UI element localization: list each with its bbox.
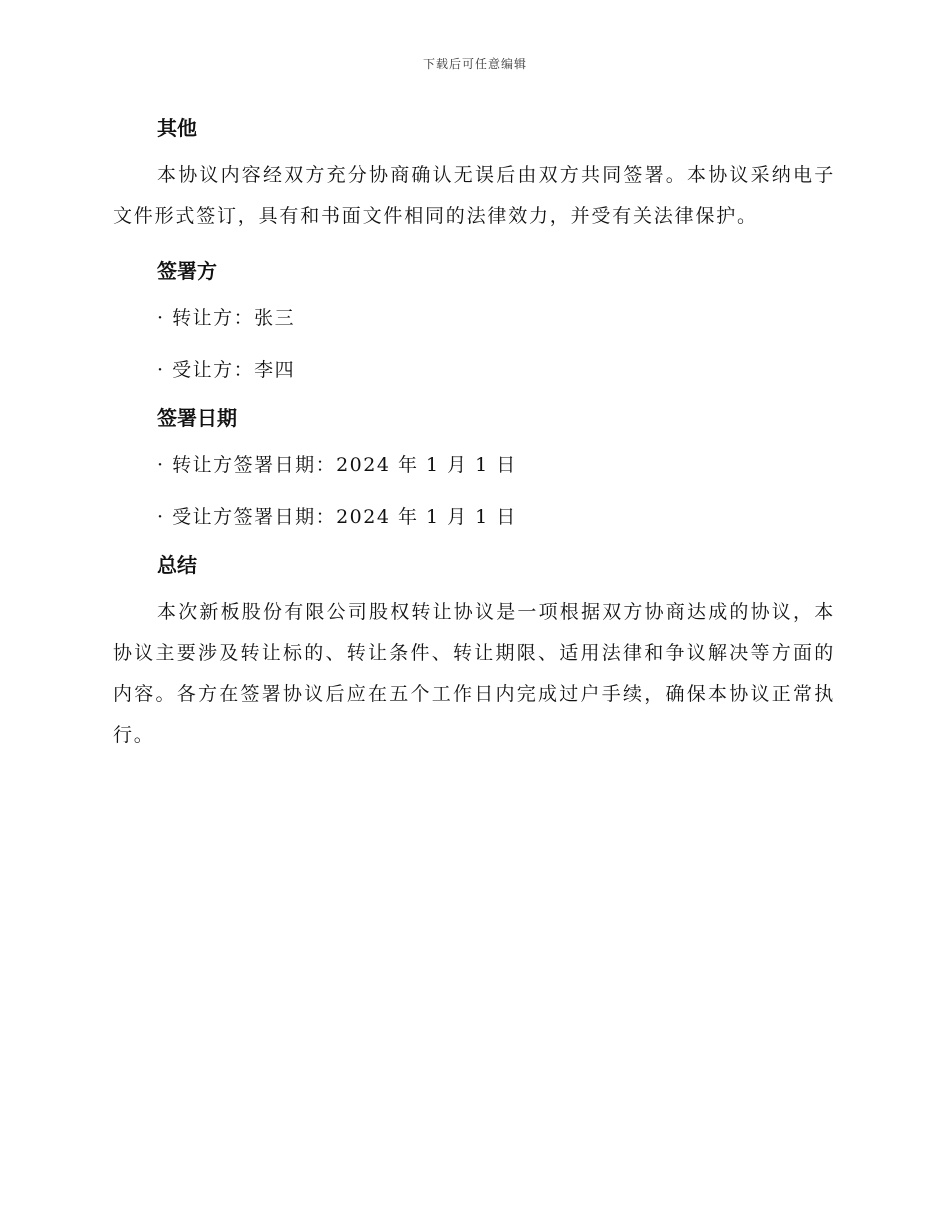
header-note: 下载后可任意编辑 [422, 57, 527, 71]
section-heading-signatories: 签署方 [157, 259, 217, 283]
document-body [113, 112, 835, 756]
sign-date-transferee: · 受让方签署日期：2024 年 1 月 1 日 [157, 506, 517, 528]
signatory-transferee: · 受让方：李四 [157, 359, 296, 381]
sign-date-transferor: · 转让方签署日期：2024 年 1 月 1 日 [157, 454, 517, 476]
section-paragraph-summary: 本次新板股份有限公司股权转让协议是一项根据双方协商达成的协议，本协议主要涉及转让标的、转让条件、转让期限、适用法律和争议解决等方面的内容。各方在签署协议后应在五个工作日内完成过户手续，确保本协议正常执行。 [113, 601, 835, 746]
section-heading-other: 其他 [157, 116, 197, 140]
section-heading-summary: 总结 [157, 553, 197, 577]
section-paragraph-other: 本协议内容经双方充分协商确认无误后由双方共同签署。本协议采纳电子文件形式签订，具有和书面文件相同的法律效力，并受有关法律保护。 [113, 164, 835, 227]
section-heading-sign-date: 签署日期 [157, 406, 237, 430]
signatory-transferor: · 转让方：张三 [157, 307, 296, 329]
